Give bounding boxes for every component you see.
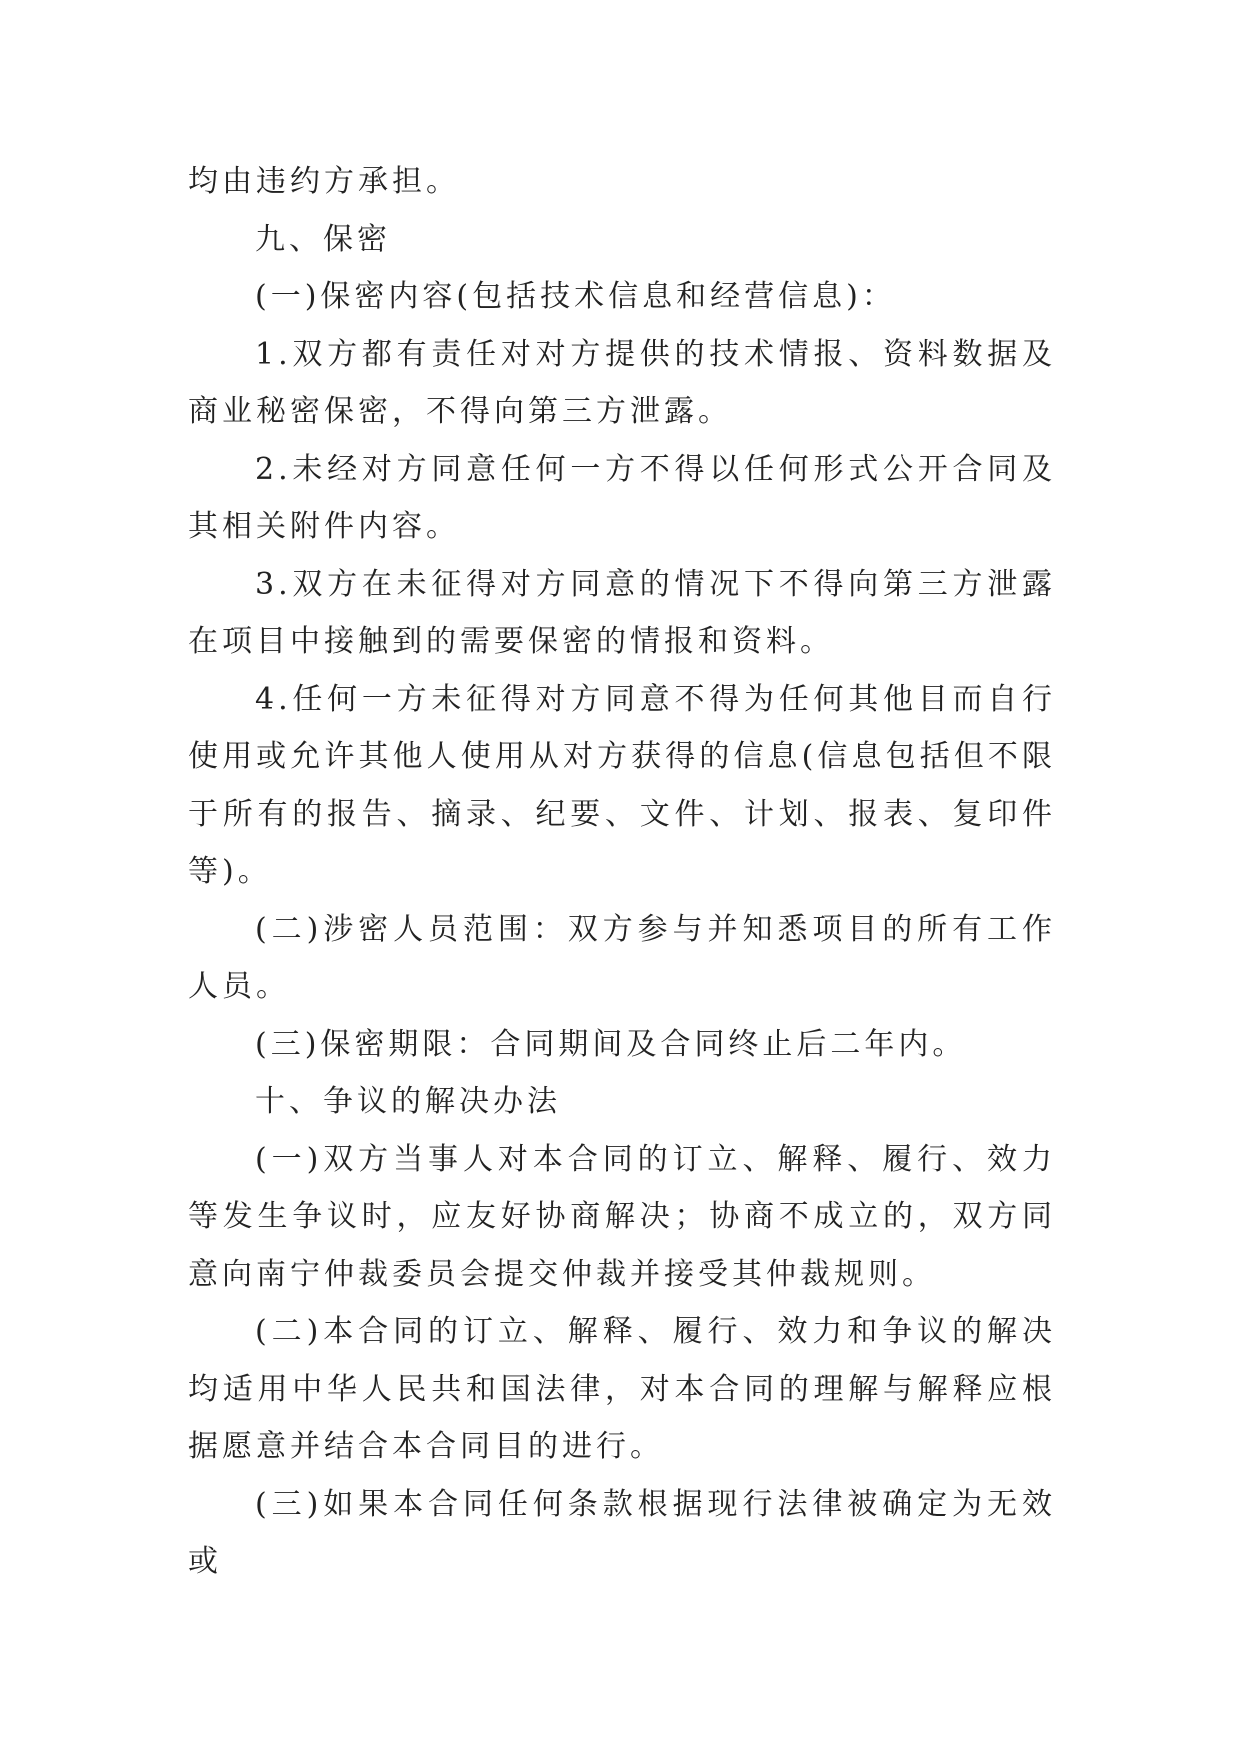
- paragraph-dispute-negotiation: (一)双方当事人对本合同的订立、解释、履行、效力等发生争议时，应友好协商解决；协商不成立的，双方同意向南宁仲裁委员会提交仲裁并接受其仲裁规则。: [188, 1141, 1056, 1292]
- list-item-3: 3.双方在未征得对方同意的情况下不得向第三方泄露在项目中接触到的需要保密的情报和资料。: [188, 566, 1056, 659]
- paragraph-governing-law: (二)本合同的订立、解释、履行、效力和争议的解决均适用中华人民共和国法律，对本合同的理解与解释应根据愿意并结合本合同目的进行。: [188, 1314, 1056, 1464]
- paragraph-confidential-content: (一)保密内容(包括技术信息和经营信息)：: [255, 279, 896, 314]
- paragraph-continuation: 均由违约方承担。: [188, 164, 460, 199]
- paragraph-invalid-clause: (三)如果本合同任何条款根据现行法律被确定为无效或: [188, 1486, 1056, 1579]
- paragraph-personnel-scope: (二)涉密人员范围：双方参与并知悉项目的所有工作人员。: [188, 911, 1056, 1004]
- section-heading-confidentiality: 九、保密: [255, 221, 391, 257]
- list-item-2: 2.未经对方同意任何一方不得以任何形式公开合同及其相关附件内容。: [188, 451, 1056, 544]
- section-heading-dispute-resolution: 十、争议的解决办法: [255, 1084, 561, 1119]
- paragraph-confidentiality-term: (三)保密期限：合同期间及合同终止后二年内。: [255, 1026, 967, 1062]
- list-item-1: 1.双方都有责任对对方提供的技术情报、资料数据及商业秘密保密，不得向第三方泄露。: [188, 336, 1056, 429]
- document-body: [188, 153, 1056, 1591]
- list-item-4: 4.任何一方未征得对方同意不得为任何其他目而自行使用或允许其他人使用从对方获得的信息(信息包括但不限于所有的报告、摘录、纪要、文件、计划、报表、复印件等)。: [188, 681, 1056, 889]
